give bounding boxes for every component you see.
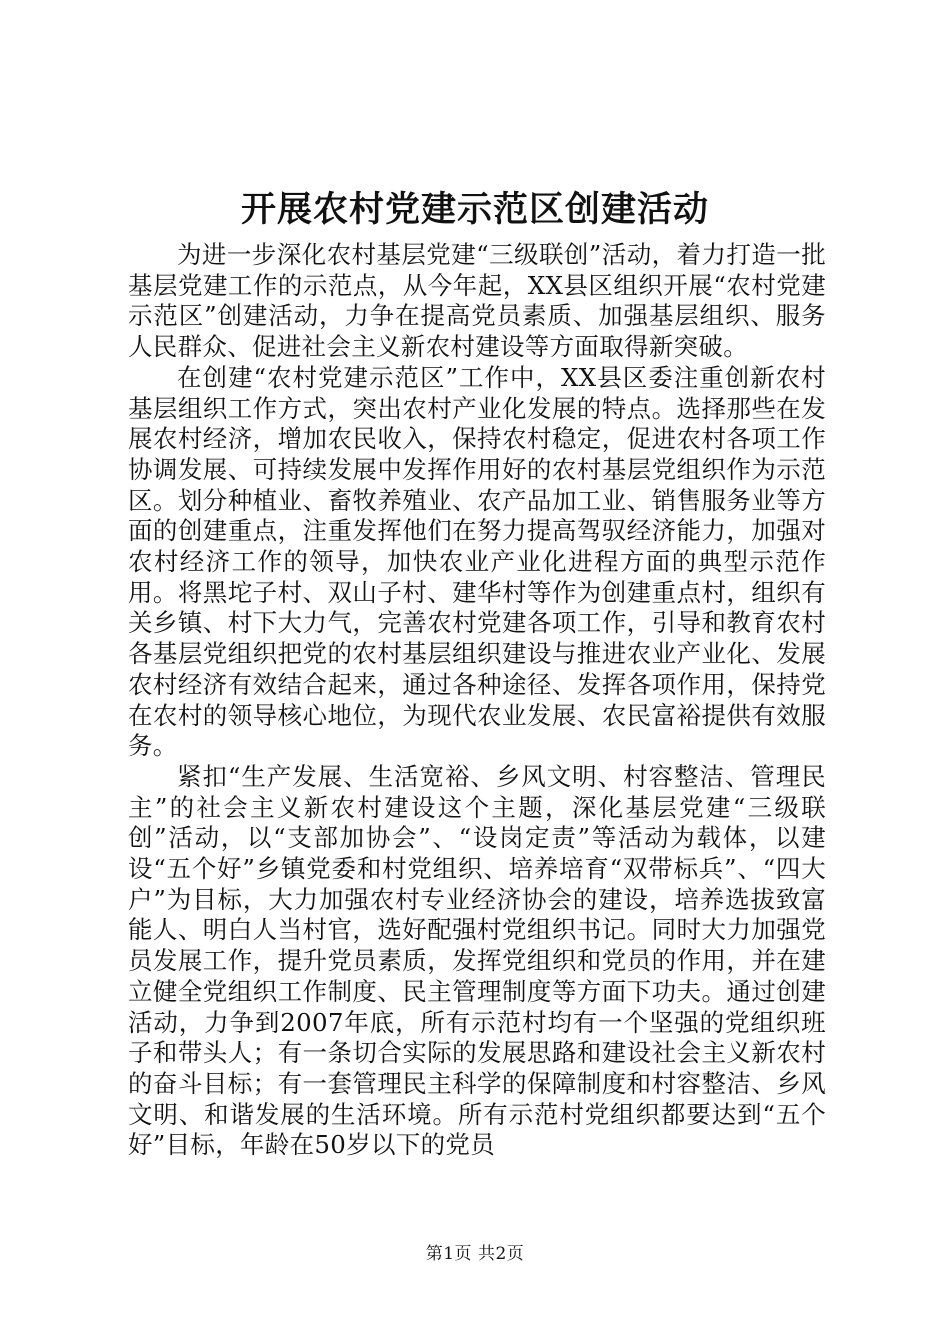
paragraph-3: 紧扣“生产发展、生活宽裕、乡风文明、村容整洁、管理民主”的社会主义新农村建设这个主题，深化基层党建“三级联创”活动，以“支部加协会”、“设岗定责”等活动为载体，以建设“五个好”乡镇党委和村党组织、培养培育“双带标兵”、“四大户”为目标，大力加强农村专业经济协会的建设，培养选拔致富能人、明白人当村官，选好配强村党组织书记。同时大力加强党员发展工作，提升党员素质，发挥党组织和党员的作用，并在建立健全党组织工作制度、民主管理制度等方面下功夫。通过创建活动，力争到2007年底，所有示范村均有一个坚强的党组织班子和带头人；有一条切合实际的发展思路和建设社会主义新农村的奋斗目标；有一套管理民主科学的保障制度和村容整洁、乡风文明、和谐发展的生活环境。所有示范村党组织都要达到“五个好”目标，年龄在50岁以下的党员: [128, 761, 827, 1160]
paragraph-2: 在创建“农村党建示范区”工作中，XX县区委注重创新农村基层组织工作方式，突出农村产业化发展的特点。选择那些在发展农村经济，增加农民收入，保持农村稳定，促进农村各项工作协调发展、可持续发展中发挥作用好的农村基层党组织作为示范区。划分种植业、畜牧养殖业、农产品加工业、销售服务业等方面的创建重点，注重发挥他们在努力提高驾驭经济能力，加强对农村经济工作的领导，加快农业产业化进程方面的典型示范作用。将黑坨子村、双山子村、建华村等作为创建重点村，组织有关乡镇、村下大力气，完善农村党建各项工作，引导和教育农村各基层党组织把党的农村基层组织建设与推进农业产业化、发展农村经济有效结合起来，通过各种途径、发挥各项作用，保持党在农村的领导核心地位，为现代农业发展、农民富裕提供有效服务。: [128, 362, 826, 761]
paragraph-1: 为进一步深化农村基层党建“三级联创”活动，着力打造一批基层党建工作的示范点，从今年起，XX县区组织开展“农村党建示范区”创建活动，力争在提高党员素质、加强基层组织、服务人民群众、促进社会主义新农村建设等方面取得新突破。: [128, 240, 826, 362]
page-number-footer: 第1页 共2页: [425, 1244, 525, 1264]
document-body: [128, 240, 826, 1161]
document-title: 开展农村党建示范区创建活动: [240, 189, 709, 230]
